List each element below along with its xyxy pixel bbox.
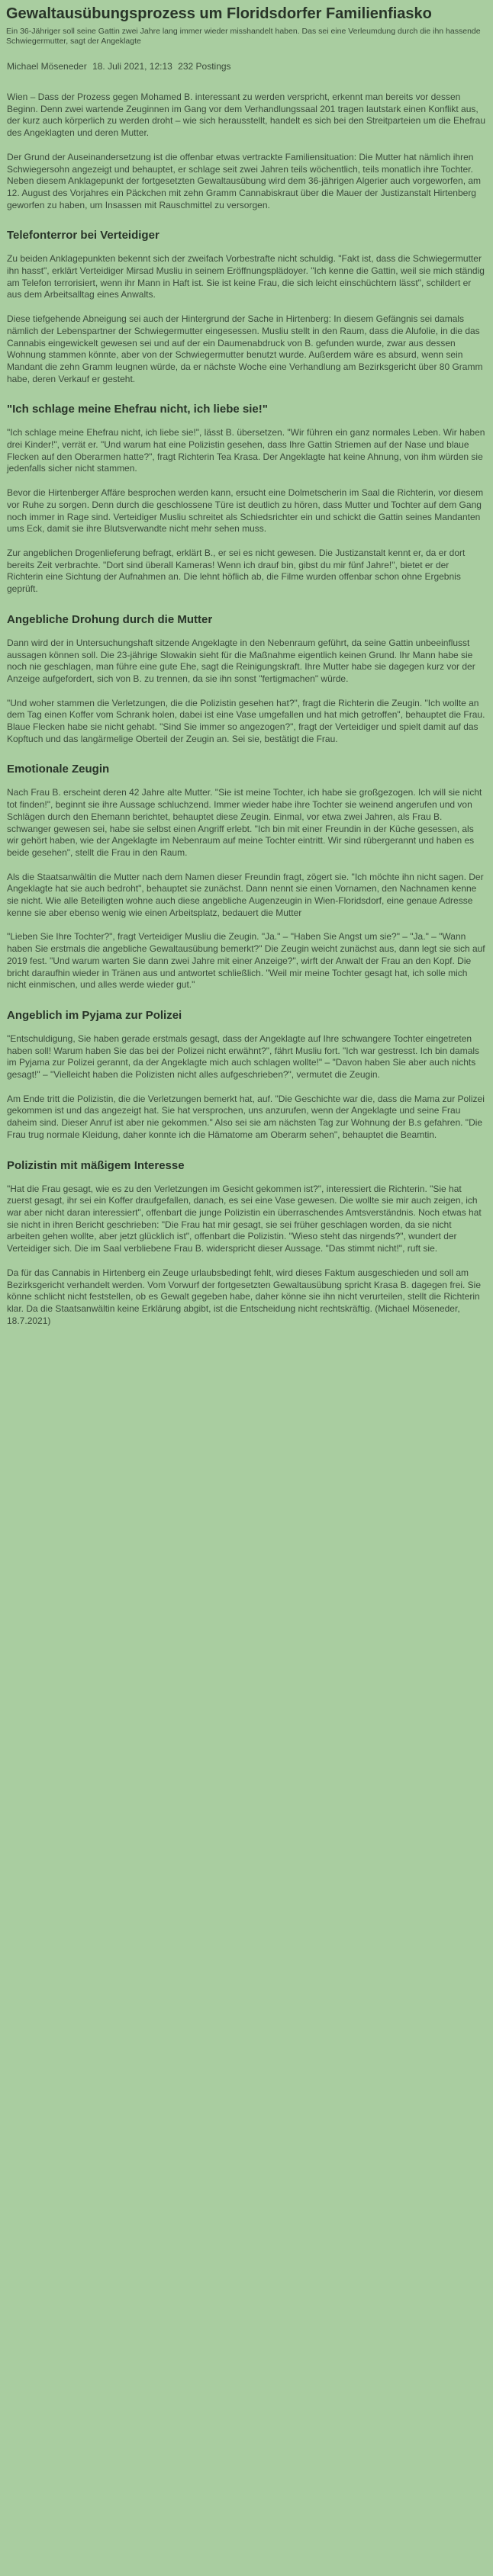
- paragraph: "Ich schlage meine Ehefrau nicht, ich liebe sie!", lässt B. übersetzen. "Wir führen ein ganz normales Leben. Wir haben drei Kinder!", verrät er. "Und warum hat eine Polizistin gesehen, dass Ihre Gattin Striemen auf der Nase und blaue Flecken auf den Oberarmen hatte?", fragt Richterin Tea Krasa. Der Angeklagte hat keine Ahnung, von ihm würden sie jedenfalls sicher nicht stammen.: [7, 427, 485, 474]
- publish-date: 18. Juli 2021, 12:13: [92, 61, 172, 72]
- paragraph: Der Grund der Auseinandersetzung ist die offenbar etwas vertrackte Familiensituation: Die Mutter hat nämlich ihren Schwiegersohn angezeigt und behauptet, er schlage seit zwei Jahren teils wöchentlich, teils monatlich ihre Tochter. Neben diesem Anklagepunkt der fortgesetzten Gewaltausübung wird dem 36-jährigen Algerier auch vorgeworfen, am 12. August des Vorjahres ein Päckchen mit zehn Gramm Cannabiskraut über die Mauer der Justizanstalt Hirtenberg geworfen zu haben, um Insassen mit Rauschmittel zu versorgen.: [7, 151, 482, 210]
- section-heading: Telefonterror bei Verteidiger: [7, 229, 160, 243]
- article-body: [6, 92, 487, 1327]
- paragraph: "Hat die Frau gesagt, wie es zu den Verletzungen im Gesicht gekommen ist?", interessiert die Richterin. "Sie hat zuerst gesagt, ihr sei ein Koffer draufgefallen, danach, es sei eine Vase gewesen. Die wollte sie mir auch zeigen, ich war aber nicht daran interessiert", offenbart die junge Polizistin ein überraschendes Amtsverständnis. Noch etwas hat sie nicht in ihren Bericht geschrieben: "Die Frau hat mir gesagt, sie sei früher geschlagen worden, da sie nicht arbeiten gehen wollte, aber jetzt glücklich ist", offenbart die Polizistin. "Wieso steht das nirgends?", wundert der Verteidiger sich. Die im Saal verbliebene Frau B. widerspricht dieser Aussage. "Das stimmt nicht!", ruft sie.: [7, 1183, 482, 1254]
- paragraph: Nach Frau B. erscheint deren 42 Jahre alte Mutter. "Sie ist meine Tochter, ich habe sie großgezogen. Ich will sie nicht tot finden!", beginnt sie ihre Aussage schluchzend. Immer wieder habe ihre Tochter sie weinend angerufen und von Schlägen durch den Ehemann berichtet, behauptet diese Zeugin. Einmal, vor etwa zwei Jahren, als Frau B. schwanger gewesen sei, habe sie selbst einen Angriff erlebt. "Ich bin mit einer Freundin in der Küche gesessen, als wir gehört haben, wie der Angeklagte im Nebenraum auf meine Tochter eintritt. Wir sind rübergerannt und haben es beide gesehen", stellt die Frau in den Raum.: [7, 787, 482, 858]
- paragraph: Als die Staatsanwältin die Mutter nach dem Namen dieser Freundin fragt, zögert sie. "Ich möchte ihn nicht sagen. Der Angeklagte hat sie auch bedroht", behauptet sie zunächst. Dann nennt sie einen Vornamen, den Nachnamen kenne sie nicht. Wie alle Beteiligten wohne auch diese angebliche Augenzeugin in Wien-Floridsdorf, eine genaue Adresse kenne sie aber ebenso wenig wie einen Arbeitsplatz, bedauert die Mutter: [7, 871, 484, 918]
- section-heading: Angeblich im Pyjama zur Polizei: [7, 1008, 182, 1022]
- paragraph: Wien – Dass der Prozess gegen Mohamed B. interessant zu werden verspricht, erkennt man bereits vor dessen Beginn. Denn zwei wartende Zeuginnen im Gang vor dem Verhandlungssaal 201 tragen lautstark einen Konflikt aus, der kurz auch körperlich zu werden droht – wie sich herausstellt, handelt es sich bei den Streitparteien um die Ehefrau des Angeklagten und deren Mutter.: [7, 92, 486, 139]
- section-heading: "Ich schlage meine Ehefrau nicht, ich liebe sie!": [7, 403, 268, 416]
- paragraph: "Entschuldigung, Sie haben gerade erstmals gesagt, dass der Angeklagte auf Ihre schwangere Tochter eingetreten haben soll! Warum haben Sie das bei der Polizei nicht erwähnt?", fährt Musliu fort. "Ich war gestresst. Ich bin damals im Pyjama zur Polizei gerannt, da der Angeklagte mich auch schlagen wollte!" – "Davon haben Sie aber auch nichts gesagt!" – "Vielleicht haben die Polizisten nicht alles aufgeschrieben?", vermutet die Zeugin.: [7, 1033, 480, 1081]
- paragraph: Zu beiden Anklagepunkten bekennt sich der zweifach Vorbestrafte nicht schuldig. "Fakt ist, dass die Schwiegermutter ihn hasst", erklärt Verteidiger Mirsad Musliu in seinem Eröffnungsplädoyer. "Ich kenne die Gattin, weil sie mich ständig am Telefon terrorisiert, wenn ihr Mann in Haft ist. Sie ist keine Frau, die sich leicht einschüchtern lässt", schildert er aus dem Arbeitsalltag eines Anwalts.: [7, 253, 485, 300]
- article-title: Gewaltausübungsprozess um Floridsdorfer Familienfiasko: [6, 5, 432, 22]
- article-meta: [7, 61, 487, 72]
- section-heading: Angebliche Drohung durch die Mutter: [7, 612, 213, 626]
- author-link[interactable]: Michael Möseneder: [7, 61, 87, 72]
- paragraph: Diese tiefgehende Abneigung sei auch der Hintergrund der Sache in Hirtenberg: In diesem Gefängnis sei damals nämlich der Lebenspartner der Schwiegermutter eingesessen. Musliu stellt in den Raum, dass die Alufolie, in die das Cannabis eingewickelt gewesen sei und auf der ein Daumenabdruck von B. gefunden wurde, zwar aus dessen Wohnung stammen könnte, aber von der Schwiegermutter benutzt wurde. Außerdem wäre es absurd, wenn sein Mandant die zehn Gramm leugnen würde, da er nächste Woche eine Verhandlung am Bezirksgericht über 80 Gramm habe, deren Verkauf er gesteht.: [7, 313, 483, 384]
- paragraph: Da für das Cannabis in Hirtenberg ein Zeuge urlaubsbedingt fehlt, wird dieses Faktum ausgeschieden und soll am Bezirksgericht verhandelt werden. Vom Vorwurf der fortgesetzten Gewaltausübung spricht Krasa B. dagegen frei. Sie könne schlicht nicht feststellen, ob es Gewalt gegeben habe, daher könne sie ihn nicht verurteilen, stellt die Richterin klar. Da die Staatsanwältin keine Erklärung abgibt, ist die Entscheidung nicht rechtskräftig. (Michael Möseneder, 18.7.2021): [7, 1267, 481, 1326]
- article-lead: Ein 36-Jähriger soll seine Gattin zwei Jahre lang immer wieder misshandelt haben. Das sei eine Verleumdung durch die ihn hassende Schwiegermutter, sagt der Angeklagte: [6, 27, 481, 46]
- section-heading: Emotionale Zeugin: [7, 763, 110, 776]
- paragraph: Am Ende tritt die Polizistin, die die Verletzungen bemerkt hat, auf. "Die Geschichte war die, dass die Mama zur Polizei gekommen ist und das angezeigt hat. Sie hat versprochen, uns anzurufen, wenn der Angeklagte und seine Frau daheim sind. Dieser Anruf ist aber nie gekommen." Also sei sie am nächsten Tag zur Wohnung der B.s gefahren. "Die Frau trug normale Kleidung, daher konnte ich die Hämatome am Oberarm sehen", behauptet die Beamtin.: [7, 1093, 485, 1140]
- paragraph: Dann wird der in Untersuchungshaft sitzende Angeklagte in den Nebenraum geführt, da seine Gattin unbeeinflusst aussagen können soll. Die 23-jährige Slowakin sieht für die Maßnahme eigentlich keinen Grund. Ihr Mann habe sie noch nie geschlagen, man führe eine gute Ehe, sagt die Reinigungskraft. Ihre Mutter habe sie dagegen kurz vor der Anzeige aufgefordert, sich von B. zu trennen, da sie ihn sonst "fertigmachen" würde.: [7, 637, 475, 684]
- paragraph: Zur angeblichen Drogenlieferung befragt, erklärt B., er sei es nicht gewesen. Die Justizanstalt kennt er, da er dort bereits Zeit verbrachte. "Dort sind überall Kameras! Wenn ich drauf bin, gibst du mir fünf Jahre!", bietet er der Richterin eine Sichtung der Aufnahmen an. Die lehnt höflich ab, die Filme wurden offenbar schon ohne Ergebnis geprüft.: [7, 547, 466, 595]
- paragraph: "Und woher stammen die Verletzungen, die die Polizistin gesehen hat?", fragt die Richterin die Zeugin. "Ich wollte an dem Tag einen Koffer vom Schrank holen, dabei ist eine Vase umgefallen und hat mich getroffen", behauptet die Frau. Blaue Flecken habe sie nicht gehabt. "Sind Sie immer so angezogen?", fragt der Verteidiger und spielt damit auf das Kopftuch und das langärmelige Oberteil der Zeugin an. Sei sie, bestätigt die Frau.: [7, 697, 485, 744]
- paragraph: Bevor die Hirtenberger Affäre besprochen werden kann, ersucht eine Dolmetscherin im Saal die Richterin, vor diesem vor Ruhe zu sorgen. Denn durch die geschlossene Türe ist deutlich zu hören, dass Mutter und Tochter auf dem Gang noch immer in Rage sind. Verteidiger Musliu schreitet als Schiedsrichter ein und schickt die Gattin seines Mandanten ums Eck, damit sie ihre Blutsverwandte nicht mehr sehen muss.: [7, 487, 484, 535]
- paragraph: "Lieben Sie Ihre Tochter?", fragt Verteidiger Musliu die Zeugin. "Ja." – "Haben Sie Angst um sie?" – "Ja." – "Wann haben Sie erstmals die angebliche Gewaltausübung bemerkt?" Die Zeugin weicht zunächst aus, dann legt sie sich auf 2019 fest. "Und warum warten Sie dann zwei Jahre mit einer Anzeige?", wirft der Anwalt der Frau an den Kopf. Die bricht daraufhin wieder in Tränen aus und antwortet schließlich. "Weil mir meine Tochter gesagt hat, ich solle mich nicht einmischen, und alles werde wieder gut.": [7, 931, 485, 991]
- section-heading: Polizistin mit mäßigem Interesse: [7, 1158, 185, 1172]
- postings-link[interactable]: 232 Postings: [178, 61, 231, 72]
